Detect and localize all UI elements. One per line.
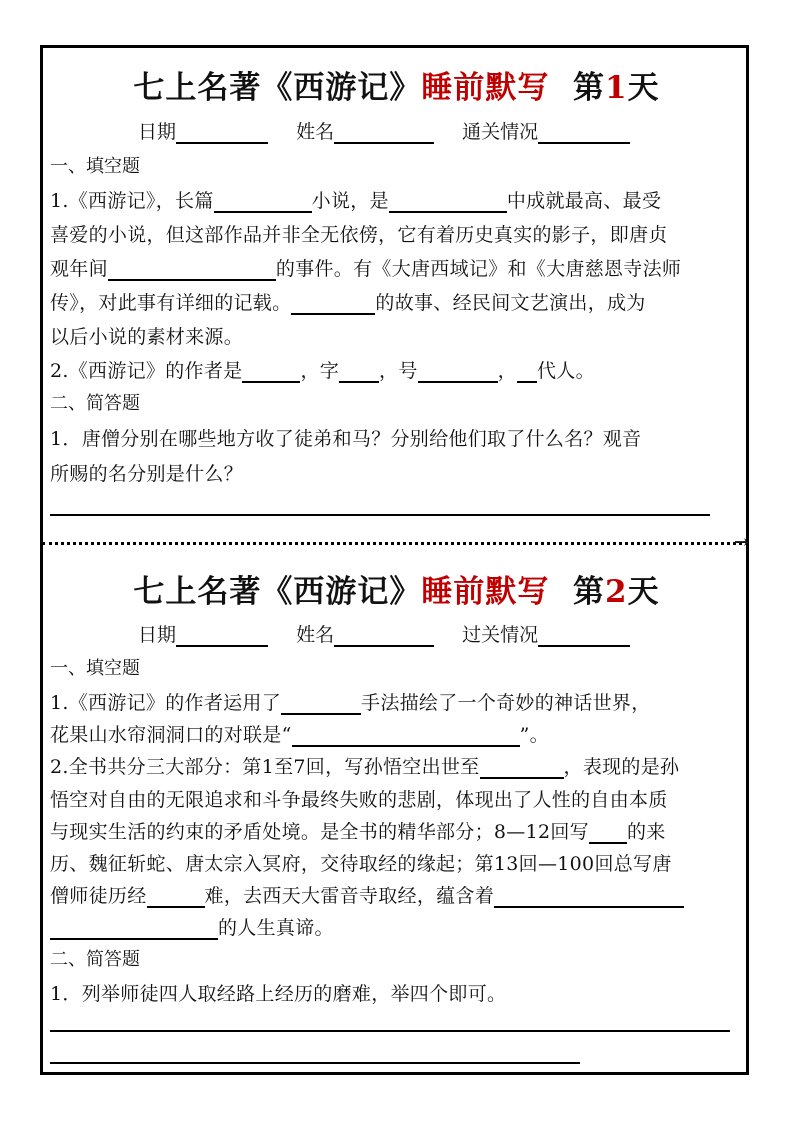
day2-answer-line-1[interactable] [50, 1030, 730, 1032]
day1-q3-line2: 所赐的名分别是什么？ [50, 463, 244, 485]
text: 难，去西天大雷音寺取经，蕴含着 [204, 885, 495, 907]
text: 小说，是 [311, 190, 389, 212]
day1-q1-line1 [50, 186, 661, 213]
blank[interactable] [281, 694, 361, 715]
day1-answer-line[interactable] [50, 514, 710, 516]
day2-q1-line2 [50, 720, 549, 747]
day1-date-blank[interactable] [176, 124, 268, 144]
text: ，表现的是孙 [563, 756, 680, 778]
day1-date-label: 日期 [138, 121, 177, 143]
text: 观年间 [50, 258, 108, 280]
text: 与现实生活的约束的矛盾处境。是全书的精华部分；8—12回写 [50, 821, 589, 843]
day1-section1-heading: 一、填空题 [50, 156, 140, 177]
day1-title-day-num: 1 [605, 70, 628, 106]
text: 2.全书共分三大部分：第1至7回，写孙悟空出世至 [50, 756, 480, 778]
blank[interactable] [480, 758, 564, 779]
text: 花果山水帘洞洞口的对联是“ [50, 724, 292, 746]
text: 1.《西游记》的作者运用了 [50, 692, 282, 714]
day1-name-label: 姓名 [296, 121, 335, 143]
blank[interactable] [242, 362, 300, 383]
text: ， [497, 360, 517, 382]
text: 中成就最高、最受 [506, 190, 662, 212]
day2-title-red: 睡前默写 [421, 574, 550, 610]
day2-title-day-num: 2 [605, 574, 628, 610]
text: 悟空对自由的无限追求和斗争最终失败的悲剧，体现出了人性的自由本质 [50, 789, 668, 811]
blank[interactable] [292, 726, 520, 747]
day2-q1-line1 [50, 688, 651, 715]
day1-name-blank[interactable] [334, 124, 434, 144]
day2-q2-line3 [50, 817, 666, 844]
day1-q2 [50, 356, 595, 383]
day2-q2-line5 [50, 881, 684, 908]
day2-title [0, 566, 793, 611]
day2-section1-heading: 一、填空题 [50, 658, 140, 679]
day1-meta-row [138, 117, 652, 144]
text: 1.《西游记》，长篇 [50, 190, 214, 212]
text: 代人。 [536, 360, 595, 382]
day2-q2-line2 [50, 785, 668, 812]
day1-title [0, 62, 793, 107]
day2-title-day-a: 第 [573, 574, 605, 610]
day2-name-blank[interactable] [334, 627, 434, 647]
blank[interactable] [494, 887, 684, 908]
day1-title-day-a: 第 [573, 70, 605, 106]
text: 的来 [626, 821, 666, 843]
day2-meta-row [138, 620, 652, 647]
day1-status-label: 通关情况 [462, 121, 539, 143]
text: 的故事、经民间文艺演出，成为 [375, 292, 646, 314]
blank[interactable] [108, 260, 276, 281]
day1-section2-heading: 二、简答题 [50, 393, 140, 414]
day1-q1-line4 [50, 288, 646, 315]
day1-title-prefix: 七上名著《西游记》 [133, 70, 422, 106]
text: 历、魏征斩蛇、唐太宗入冥府，交待取经的缘起；第13回—100回总写唐 [50, 853, 672, 875]
text: 的人生真谛。 [218, 917, 334, 939]
day2-answer-line-2[interactable] [50, 1062, 580, 1064]
day1-title-day-b: 天 [627, 70, 660, 106]
day1-q1-line5 [50, 322, 243, 349]
day2-title-day-b: 天 [627, 574, 660, 610]
blank[interactable] [339, 362, 379, 383]
day1-q1-line3 [50, 254, 681, 281]
text: 的事件。有《大唐西域记》和《大唐慈恩寺法师 [275, 258, 682, 280]
day2-date-blank[interactable] [176, 627, 268, 647]
day2-status-label: 过关情况 [462, 624, 539, 646]
text: ”。 [519, 724, 549, 746]
text: 以后小说的素材来源。 [50, 326, 244, 348]
day1-title-red: 睡前默写 [421, 70, 550, 106]
day1-q1-line2 [50, 220, 668, 247]
blank[interactable] [389, 192, 507, 213]
day2-date-label: 日期 [138, 624, 177, 646]
blank[interactable] [517, 362, 537, 383]
blank[interactable] [589, 823, 627, 844]
blank[interactable] [50, 919, 218, 940]
blank[interactable] [147, 887, 205, 908]
day1-status-blank[interactable] [538, 124, 630, 144]
day2-q2-line6 [50, 913, 334, 940]
text: 僧师徒历经 [50, 885, 147, 907]
day2-q2-line1 [50, 752, 679, 779]
day2-name-label: 姓名 [296, 624, 335, 646]
day2-q3: 1．列举师徒四人取经路上经历的磨难，举四个即可。 [50, 983, 507, 1005]
text: 手法描绘了一个奇妙的神话世界， [361, 692, 651, 714]
day2-status-blank[interactable] [538, 627, 630, 647]
text: ，号 [379, 360, 418, 382]
text: ，字 [300, 360, 340, 382]
cut-divider [42, 542, 742, 545]
text: 传》，对此事有详细的记载。 [50, 292, 292, 314]
day2-title-prefix: 七上名著《西游记》 [133, 574, 422, 610]
arrow-right-icon: → [734, 532, 750, 553]
blank[interactable] [418, 362, 498, 383]
day2-section2-heading: 二、简答题 [50, 949, 140, 970]
blank[interactable] [214, 192, 312, 213]
blank[interactable] [291, 294, 375, 315]
day1-q3-line1: 1．唐僧分别在哪些地方收了徒弟和马？分别给他们取了什么名？观音 [50, 428, 642, 450]
text: 2.《西游记》的作者是 [50, 360, 243, 382]
day2-q2-line4 [50, 849, 672, 876]
text: 喜爱的小说，但这部作品并非全无依傍，它有着历史真实的影子，即唐贞 [50, 224, 668, 246]
